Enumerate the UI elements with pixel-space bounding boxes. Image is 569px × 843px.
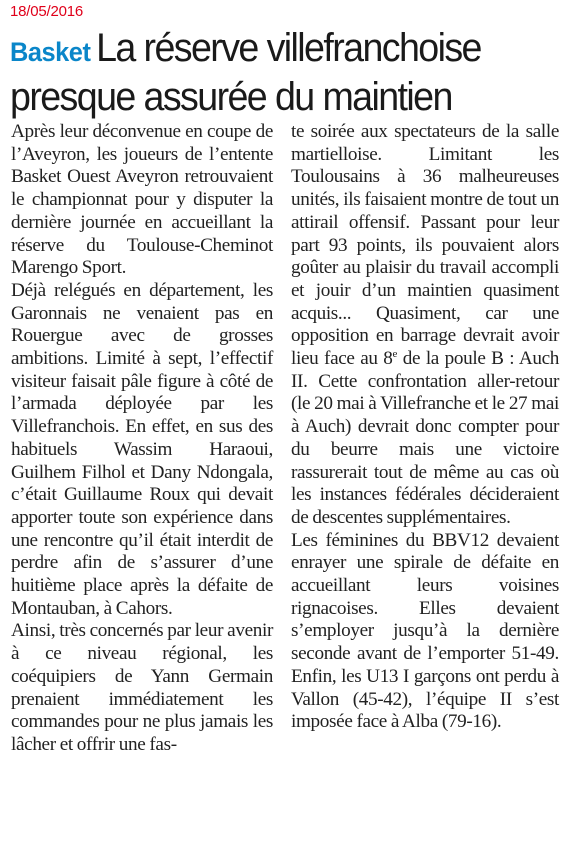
headline-text-2: presque assurée du maintien	[10, 75, 452, 119]
article-date: 18/05/2016	[10, 3, 84, 20]
article-column-1	[11, 121, 273, 757]
paragraph-text: te soirée aux spectateurs de la salle martielloise. Limitant les Toulousains à 36 malheureuses unités, ils faisaient montre de tout un attirail offensif. Passant pour leur part 93 points, ils pouvaient alors goûter au plaisir du travail accompli et jouir d’un maintien quasiment acquis... Quasiment, car une opposition en barrage devrait avoir lieu face au 8	[291, 121, 559, 370]
paragraph	[291, 121, 559, 530]
paragraph-text: de la poule B : Auch II. Cette confrontation aller-retour (le 20 mai à Villefranche et le 27 mai à Auch) devrait donc compter pour du beurre mais une victoire rassurerait tout de même au cas où les instances fédérales décideraient de descentes supplémentaires.	[291, 348, 560, 528]
article-header	[10, 28, 565, 126]
headline-line-2	[10, 77, 532, 126]
paragraph: Ainsi, très concernés par leur avenir à ce niveau régional, les coéquipiers de Yann Germain prenaient immédiatement les commandes pour ne plus jamais les lâcher et offrir une fas-	[11, 620, 273, 755]
rubric-label: Basket	[10, 37, 91, 67]
paragraph: Les féminines du BBV12 devaient enrayer une spirale de défaite en accueillant leurs voisines rignacoises. Elles devaient s’employer jusqu’à la dernière seconde avant de l’emporter 51-49. Enfin, les U13 I garçons ont perdu à Vallon (45-42), l’équipe II s’est imposée face à Alba (79-16).	[291, 529, 559, 733]
headline-text-1: La réserve villefranchoise	[96, 26, 481, 70]
article-column-2	[291, 121, 559, 734]
paragraph: Après leur déconvenue en coupe de l’Aveyron, les joueurs de l’entente Basket Ouest Aveyron retrouvaient le championnat pour y disputer la dernière journée en accueillant la réserve du Toulouse-Cheminot Marengo Sport.	[11, 121, 273, 279]
paragraph: Déjà relégués en département, les Garonnais ne venaient pas en Rouergue avec de grosses ambitions. Limité à sept, l’effectif visiteur faisait pâle figure à côté de l’armada déployée par les Villefranchois. En effet, en sus des habituels Wassim Haraoui, Guilhem Filhol et Dany Ndongala, c’était Guillaume Roux qui devait apporter toute son expérience dans une rencontre qu’il était interdit de perdre afin de s’assurer d’une huitième place après la défaite de Montauban, à Cahors.	[11, 279, 273, 619]
ordinal-suffix: e	[392, 348, 398, 361]
headline-line-1	[10, 28, 532, 77]
